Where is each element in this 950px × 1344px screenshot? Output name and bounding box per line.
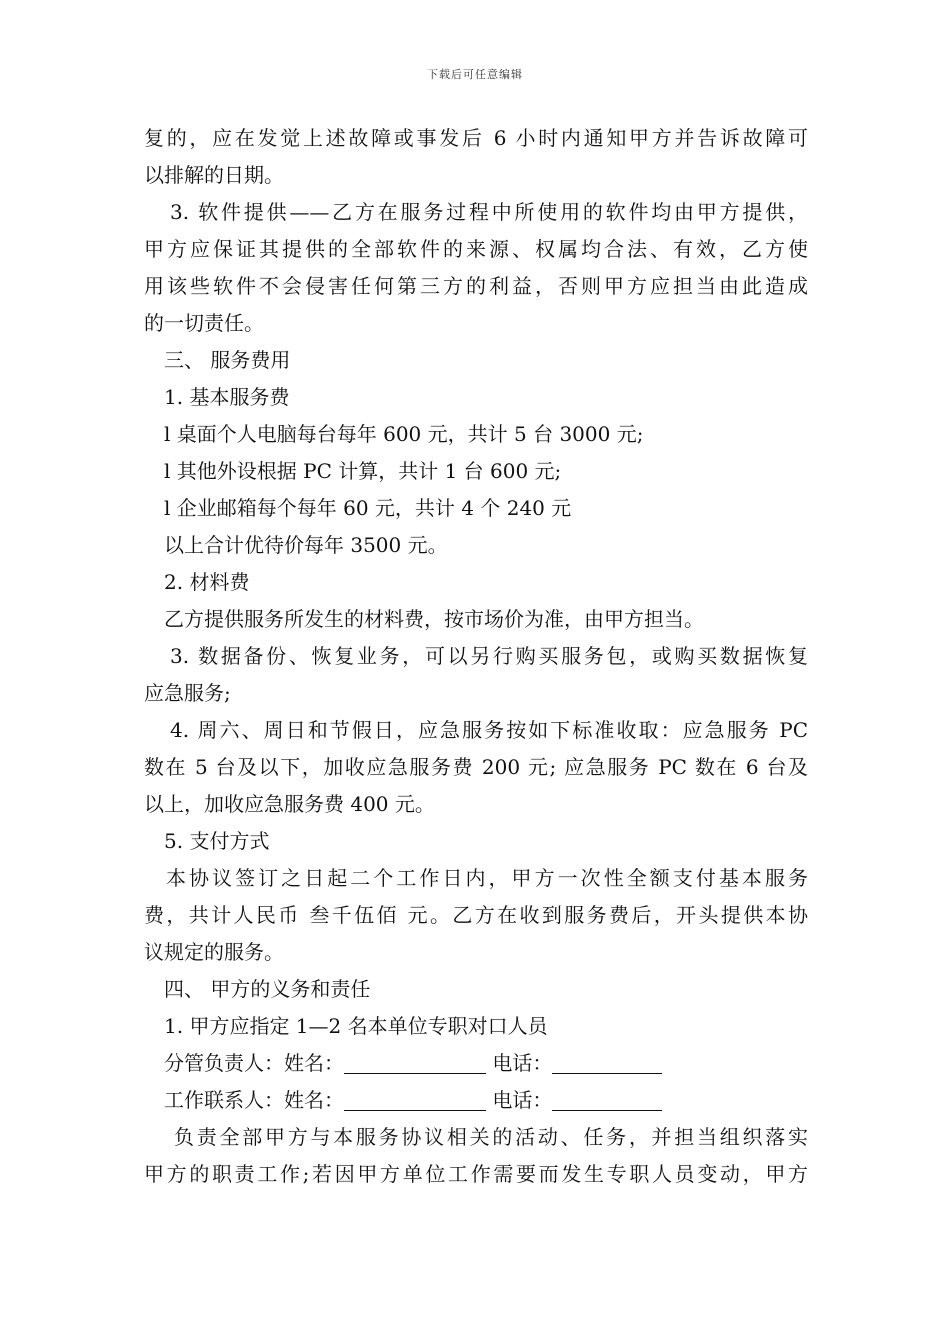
contact-phone-label: 电话： (492, 1088, 553, 1112)
paragraph-line: 负责全部甲方与本服务协议相关的活动、任务，并担当组织落实 (174, 1125, 808, 1149)
paragraph-line: 甲方应保证其提供的全部软件的来源、权属均合法、有效，乙方使 (144, 237, 808, 261)
paragraph-line: 的一切责任。 (144, 311, 264, 335)
paragraph-line: 以排解的日期。 (144, 163, 284, 187)
contact-name-label: 姓名： (284, 1088, 344, 1112)
phone-blank-line (552, 1088, 662, 1111)
name-blank-line (344, 1088, 486, 1111)
paragraph-line: 3. 数据备份、恢复业务，可以另行购买服务包，或购买数据恢复 (170, 644, 808, 668)
name-blank-line (344, 1051, 486, 1074)
contact-role-label: 工作联系人： (164, 1088, 284, 1112)
contact-name-label: 姓名： (284, 1051, 344, 1075)
contact-row-supervisor (144, 1045, 808, 1082)
list-item: l 企业邮箱每个每年 60 元，共计 4 个 240 元 (164, 496, 572, 520)
document-body (144, 120, 808, 1193)
paragraph-line: 甲方的职责工作;若因甲方单位工作需要而发生专职人员变动，甲方 (144, 1162, 808, 1186)
list-item: l 其他外设根据 PC 计算，共计 1 台 600 元; (164, 459, 562, 483)
paragraph-line: 用该些软件不会侵害任何第三方的利益，否则甲方应担当由此造成 (144, 274, 808, 298)
page-header-watermark: 下载后可任意编辑 (427, 68, 523, 81)
section-heading: 四、 甲方的义务和责任 (164, 977, 371, 1001)
paragraph-line: 乙方提供服务所发生的材料费，按市场价为准，由甲方担当。 (164, 607, 704, 631)
paragraph-line: 复的，应在发觉上述故障或事发后 6 小时内通知甲方并告诉故障可 (144, 126, 808, 150)
paragraph-line: 4. 周六、周日和节假日，应急服务按如下标准收取：应急服务 PC (170, 718, 808, 742)
subsection-heading: 1. 基本服务费 (164, 385, 290, 409)
paragraph-line: 以上合计优待价每年 3500 元。 (164, 533, 448, 557)
paragraph-line: 3. 软件提供——乙方在服务过程中所使用的软件均由甲方提供， (170, 200, 808, 224)
paragraph-line: 数在 5 台及以下，加收应急服务费 200 元; 应急服务 PC 数在 6 台及 (144, 755, 808, 779)
subsection-heading: 1. 甲方应指定 1—2 名本单位专职对口人员 (164, 1014, 548, 1038)
subsection-heading: 2. 材料费 (164, 570, 250, 594)
paragraph-line: 应急服务; (144, 681, 231, 705)
subsection-heading: 5. 支付方式 (164, 829, 270, 853)
phone-blank-line (552, 1051, 662, 1074)
contact-phone-label: 电话： (492, 1051, 553, 1075)
paragraph-line: 费，共计人民币 叁千伍佰 元。乙方在收到服务费后，开头提供本协 (144, 903, 808, 927)
contact-role-label: 分管负责人： (164, 1051, 284, 1075)
contact-row-liaison (144, 1082, 808, 1119)
paragraph-line: 议规定的服务。 (144, 940, 284, 964)
section-heading: 三、 服务费用 (164, 348, 291, 372)
paragraph-line: 以上，加收应急服务费 400 元。 (144, 792, 435, 816)
list-item: l 桌面个人电脑每台每年 600 元，共计 5 台 3000 元; (164, 422, 644, 446)
paragraph-line: 本协议签订之日起二个工作日内，甲方一次性全额支付基本服务 (166, 866, 808, 890)
